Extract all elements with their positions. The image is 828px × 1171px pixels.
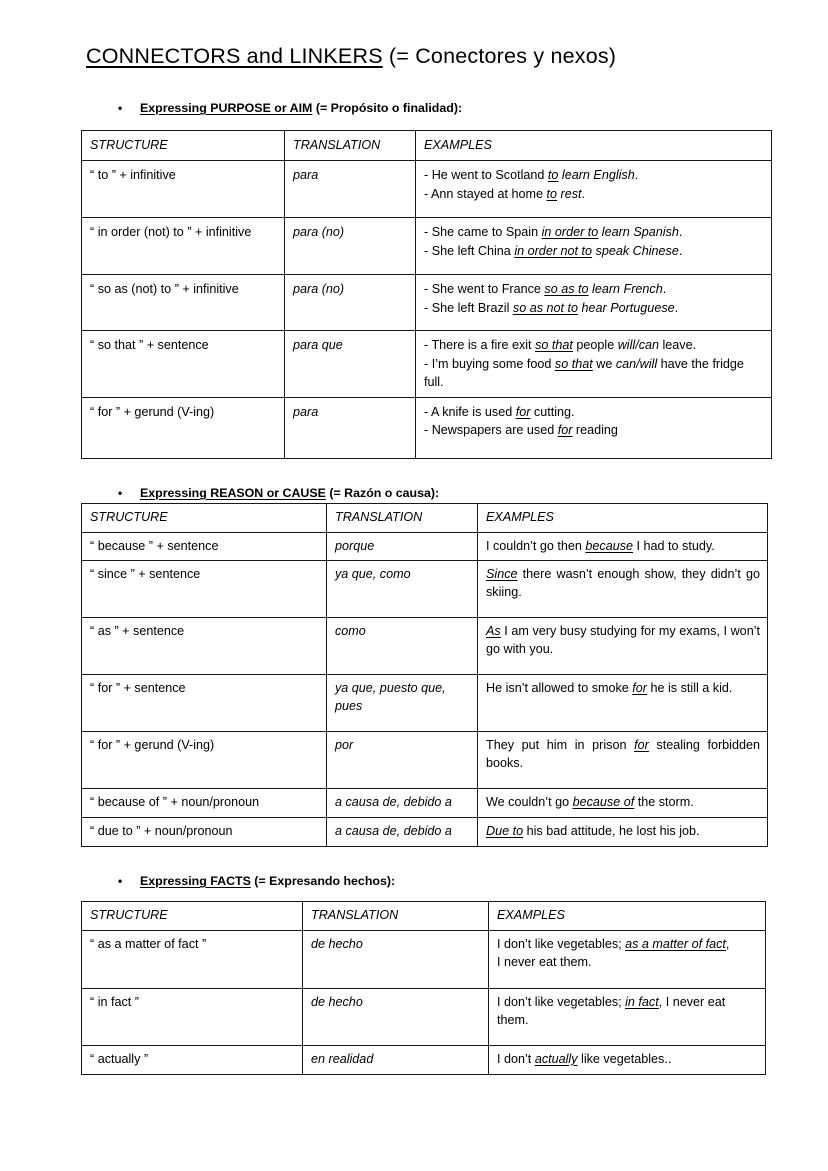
example-line: I never eat them.	[497, 954, 592, 969]
table-row	[82, 789, 768, 818]
cell-examples	[478, 818, 768, 847]
cell-examples	[478, 675, 768, 732]
section-heading-reason-main: Expressing REASON or CAUSE	[140, 486, 326, 500]
cell-translation: en realidad	[303, 1046, 489, 1075]
table-row	[82, 618, 768, 675]
example-line: He isn’t allowed to smoke for he is still a kid.	[486, 681, 733, 695]
table-purpose	[81, 130, 772, 459]
cell-structure: “ in order (not) to ” + infinitive	[82, 218, 285, 275]
section-heading-purpose-main: Expressing PURPOSE or AIM	[140, 101, 313, 115]
cell-examples	[478, 618, 768, 675]
page-title-main: CONNECTORS and LINKERS	[86, 44, 383, 68]
cell-structure: “ so as (not) to ” + infinitive	[82, 275, 285, 331]
cell-translation: ya que, puesto que, pues	[327, 675, 478, 732]
table-facts	[81, 901, 766, 1075]
example-line: I don’t actually like vegetables..	[497, 1052, 672, 1066]
table-row	[82, 161, 772, 218]
table-row	[82, 732, 768, 789]
cell-examples	[489, 1046, 766, 1075]
section-heading-purpose-translation: (= Propósito o finalidad):	[312, 101, 463, 115]
table-header-row	[82, 131, 772, 161]
cell-examples	[478, 732, 768, 789]
table-row	[82, 931, 766, 989]
example-line: - I’m buying some food so that we can/will have the fridge full.	[424, 356, 744, 389]
example-line: We couldn’t go because of the storm.	[486, 795, 694, 809]
column-header-structure: STRUCTURE	[82, 902, 303, 931]
example-line: - She came to Spain in order to learn Spanish.	[424, 225, 683, 239]
cell-structure: “ for ” + gerund (V-ing)	[82, 397, 285, 458]
cell-translation: de hecho	[303, 931, 489, 989]
section-heading-reason-translation: (= Razón o causa):	[325, 486, 440, 500]
cell-structure: “ so that ” + sentence	[82, 331, 285, 398]
cell-examples	[478, 561, 768, 618]
cell-examples	[416, 161, 772, 218]
cell-structure: “ for ” + gerund (V-ing)	[82, 732, 327, 789]
example-line: - Ann stayed at home to rest.	[424, 186, 586, 201]
cell-translation: de hecho	[303, 989, 489, 1046]
table-row	[82, 397, 772, 458]
example-line: - She left China in order not to speak Chinese.	[424, 243, 683, 258]
example-line: They put him in prison for stealing forbidden books.	[486, 738, 760, 770]
column-header-translation: TRANSLATION	[327, 504, 478, 533]
cell-translation: para (no)	[285, 218, 416, 275]
cell-structure: “ actually ”	[82, 1046, 303, 1075]
table-row	[82, 1046, 766, 1075]
cell-structure: “ as a matter of fact ”	[82, 931, 303, 989]
example-line: - He went to Scotland to learn English.	[424, 168, 639, 182]
section-heading-facts	[118, 873, 396, 889]
table-header-row	[82, 902, 766, 931]
example-line: - There is a fire exit so that people will/can leave.	[424, 338, 697, 352]
column-header-translation: TRANSLATION	[285, 131, 416, 161]
example-line: As I am very busy studying for my exams, I won’t go with you.	[486, 624, 760, 656]
example-line: Due to his bad attitude, he lost his job.	[486, 824, 700, 838]
cell-translation: para (no)	[285, 275, 416, 331]
cell-examples	[489, 989, 766, 1046]
cell-structure: “ for ” + sentence	[82, 675, 327, 732]
cell-structure: “ since ” + sentence	[82, 561, 327, 618]
section-heading-reason	[118, 485, 440, 501]
example-line: Since there wasn’t enough show, they didn’t go skiing.	[486, 567, 760, 599]
example-line: - She went to France so as to learn French.	[424, 282, 667, 296]
table-row	[82, 275, 772, 331]
table-row	[82, 818, 768, 847]
page-title-translation: (= Conectores y nexos)	[382, 44, 617, 68]
cell-examples	[416, 331, 772, 398]
cell-translation: porque	[327, 532, 478, 561]
example-line: I don’t like vegetables; in fact, I never eat them.	[497, 995, 726, 1027]
cell-examples	[416, 218, 772, 275]
cell-structure: “ because ” + sentence	[82, 532, 327, 561]
cell-structure: “ as ” + sentence	[82, 618, 327, 675]
example-line: - She left Brazil so as not to hear Portuguese.	[424, 300, 679, 315]
cell-examples	[416, 275, 772, 331]
example-line: - Newspapers are used for reading	[424, 423, 618, 437]
table-row	[82, 675, 768, 732]
example-line: I don’t like vegetables; as a matter of fact,	[497, 937, 730, 951]
bullet-icon: •	[118, 486, 123, 500]
cell-translation: para	[285, 161, 416, 218]
table-header-row	[82, 504, 768, 533]
column-header-structure: STRUCTURE	[82, 504, 327, 533]
column-header-examples: EXAMPLES	[478, 504, 768, 533]
table-row	[82, 989, 766, 1046]
cell-examples	[489, 931, 766, 989]
table-row	[82, 532, 768, 561]
cell-translation: para que	[285, 331, 416, 398]
cell-structure: “ to ” + infinitive	[82, 161, 285, 218]
cell-examples	[478, 789, 768, 818]
page-title	[86, 42, 746, 70]
cell-translation: ya que, como	[327, 561, 478, 618]
cell-structure: “ in fact ”	[82, 989, 303, 1046]
cell-examples	[416, 397, 772, 458]
bullet-icon: •	[118, 874, 123, 888]
cell-translation: como	[327, 618, 478, 675]
table-row	[82, 218, 772, 275]
cell-structure: “ due to ” + noun/pronoun	[82, 818, 327, 847]
example-line: I couldn’t go then because I had to study.	[486, 538, 715, 553]
column-header-translation: TRANSLATION	[303, 902, 489, 931]
cell-translation: a causa de, debido a	[327, 818, 478, 847]
bullet-icon: •	[118, 101, 123, 115]
table-row	[82, 331, 772, 398]
cell-translation: a causa de, debido a	[327, 789, 478, 818]
column-header-examples: EXAMPLES	[489, 902, 766, 931]
section-heading-purpose	[118, 100, 463, 116]
cell-examples	[478, 532, 768, 561]
table-reason	[81, 503, 768, 847]
section-heading-facts-translation: (= Expresando hechos):	[250, 874, 396, 888]
column-header-examples: EXAMPLES	[416, 131, 772, 161]
section-heading-facts-main: Expressing FACTS	[140, 874, 251, 888]
column-header-structure: STRUCTURE	[82, 131, 285, 161]
cell-translation: para	[285, 397, 416, 458]
example-line: - A knife is used for cutting.	[424, 404, 575, 419]
table-row	[82, 561, 768, 618]
cell-structure: “ because of ” + noun/pronoun	[82, 789, 327, 818]
cell-translation: por	[327, 732, 478, 789]
